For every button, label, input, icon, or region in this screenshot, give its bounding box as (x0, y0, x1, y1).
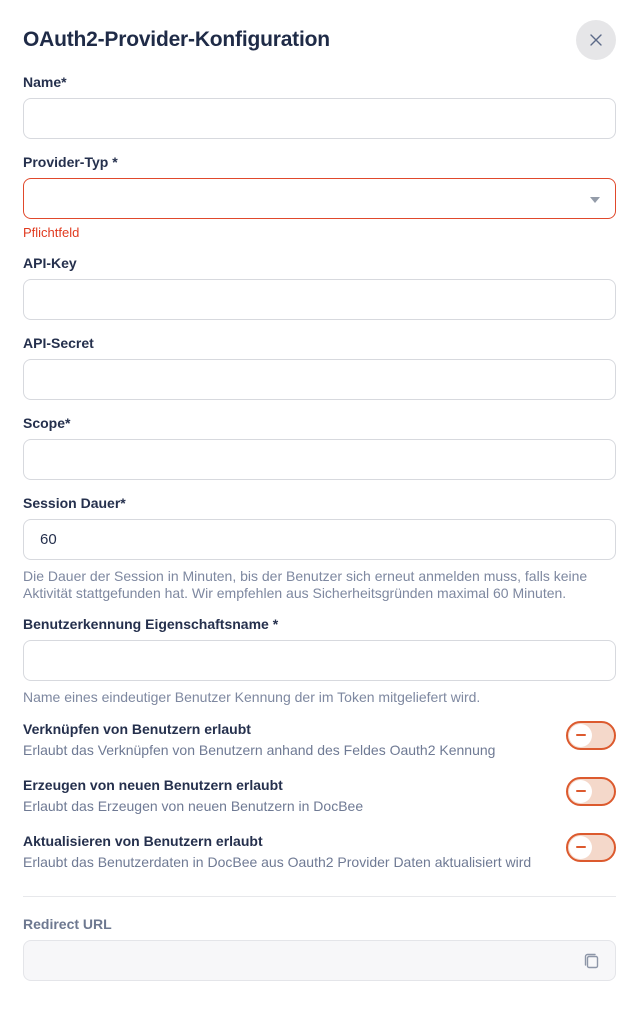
toggle-row-aktualisieren (23, 833, 616, 870)
redirect-url-field (23, 940, 616, 981)
erzeugen-toggle-description: Erlaubt das Erzeugen von neuen Benutzern in DocBee (23, 797, 364, 814)
toggle-row-erzeugen (23, 777, 616, 814)
toggle-text-erzeugen (23, 777, 566, 814)
api-secret-input[interactable] (23, 359, 616, 400)
close-button[interactable] (576, 20, 616, 60)
session-dauer-input[interactable] (23, 519, 616, 560)
close-icon (588, 32, 604, 48)
page-title: OAuth2-Provider-Konfiguration (23, 28, 330, 51)
session-dauer-help-text: Die Dauer der Session in Minuten, bis der Benutzer sich erneut anmelden muss, falls keine Aktivität stattgefunden hat. Wir empfehlen aus Sicherheitsgründen maximal 60 Minuten. (23, 568, 588, 601)
benutzerkennung-help-text: Name eines eindeutiger Benutzer Kennung der im Token mitgeliefert wird. (23, 689, 481, 705)
toggle-knob-minus-icon (569, 724, 592, 747)
toggle-knob-minus-icon (569, 836, 592, 859)
copy-button[interactable] (574, 951, 615, 970)
provider-typ-select[interactable] (23, 178, 616, 219)
field-group-benutzerkennung (23, 616, 616, 706)
verknuepfen-toggle-label: Verknüpfen von Benutzern erlaubt (23, 720, 251, 737)
name-label: Name* (23, 74, 67, 90)
field-group-provider-typ (23, 154, 616, 240)
field-group-session-dauer (23, 495, 616, 601)
scope-input[interactable] (23, 439, 616, 480)
name-input[interactable] (23, 98, 616, 139)
provider-typ-label: Provider-Typ * (23, 154, 118, 170)
aktualisieren-toggle-description: Erlaubt das Benutzerdaten in DocBee aus Oauth2 Provider Daten aktualisiert wird (23, 853, 532, 870)
benutzerkennung-label: Benutzerkennung Eigenschaftsname * (23, 616, 279, 632)
provider-typ-error: Pflichtfeld (23, 225, 80, 240)
chevron-down-icon (590, 197, 600, 203)
section-divider (23, 896, 616, 897)
session-dauer-label: Session Dauer* (23, 495, 126, 511)
toggle-knob-minus-icon (569, 780, 592, 803)
erzeugen-toggle[interactable] (566, 777, 616, 806)
aktualisieren-toggle-label: Aktualisieren von Benutzern erlaubt (23, 832, 263, 849)
aktualisieren-toggle[interactable] (566, 833, 616, 862)
field-group-api-key (23, 255, 616, 320)
field-group-name (23, 74, 616, 139)
toggle-text-aktualisieren (23, 833, 566, 870)
verknuepfen-toggle-description: Erlaubt das Verknüpfen von Benutzern anhand des Feldes Oauth2 Kennung (23, 741, 496, 758)
field-group-api-secret (23, 335, 616, 400)
dialog-header (23, 20, 616, 60)
benutzerkennung-input[interactable] (23, 640, 616, 681)
api-secret-label: API-Secret (23, 335, 94, 351)
redirect-url-label: Redirect URL (23, 915, 112, 932)
field-group-scope (23, 415, 616, 480)
field-group-redirect-url (23, 916, 616, 981)
copy-icon (582, 951, 601, 970)
api-key-input[interactable] (23, 279, 616, 320)
api-key-label: API-Key (23, 255, 77, 271)
verknuepfen-toggle[interactable] (566, 721, 616, 750)
toggle-text-verknuepfen (23, 721, 566, 758)
toggle-row-verknuepfen (23, 721, 616, 758)
redirect-url-input[interactable] (24, 941, 574, 980)
erzeugen-toggle-label: Erzeugen von neuen Benutzern erlaubt (23, 776, 283, 793)
scope-label: Scope* (23, 415, 71, 431)
